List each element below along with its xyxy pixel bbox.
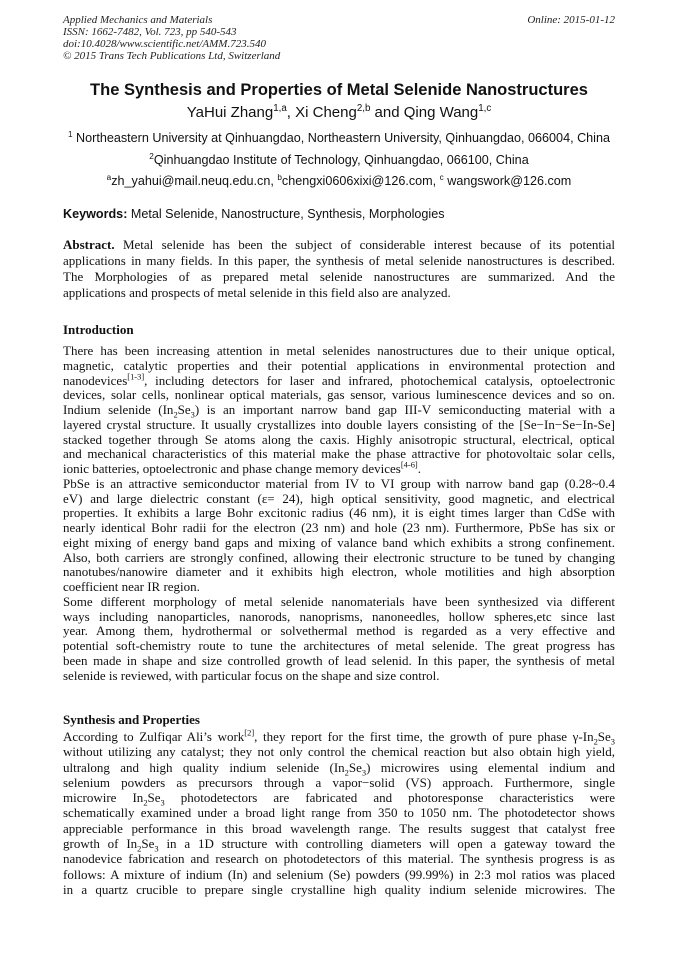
text-line: magnetic, catalytic properties and their potential applications in environmental protection and bbox=[63, 357, 615, 373]
text-line: without utilizing any catalyst; they not only control the chemical reaction but also obtain high yield, bbox=[63, 744, 615, 760]
text-line: selenium powders as precursors through a vapor−solid (VS) approach. Furthermore, single bbox=[63, 774, 615, 790]
keywords bbox=[63, 207, 445, 221]
text-line: nanotubes/nanowire diameter and it exhibits high electron, whole motilities and high absorption bbox=[63, 564, 615, 580]
text-line: Abstract. Metal selenide has been the subject of considerable interest because of its potential bbox=[63, 237, 615, 252]
text-line: in a quartz crucible to prepare single crystalline high quality indium selenide microwires. The bbox=[63, 881, 615, 897]
synthesis-body bbox=[63, 729, 615, 897]
introduction-heading: Introduction bbox=[63, 322, 134, 337]
text-line: Also, both carriers are strongly confined, allowing their electronic structure to be tuned by changing bbox=[63, 549, 615, 565]
issn-volume: ISSN: 1662-7482, Vol. 723, pp 540-543 bbox=[63, 26, 237, 38]
journal-header bbox=[63, 14, 280, 62]
synthesis-heading: Synthesis and Properties bbox=[63, 712, 200, 727]
keywords-label: Keywords: bbox=[63, 207, 128, 221]
text-line: year. Among them, hydrothermal or solvethermal method is regarded as a very effective and bbox=[63, 623, 615, 639]
text-line: There has been increasing attention in metal selenides nanostructures due to their unique optical, bbox=[63, 343, 615, 358]
text-line: potential soft-chemistry route to tune the architectures of metal selenide. The great progress has bbox=[63, 638, 615, 653]
author-emails: $^a$zh_yahui@mail.neuq.edu.cn, $^b$chengxi0606xixi@126.com, $^c$ wangswork@126.com bbox=[106, 172, 572, 188]
text-line: follows: A mixture of indium (In) and selenium (Se) powders (99.99%) in 2:3 mol ratios was placed bbox=[63, 866, 615, 882]
copyright: © 2015 Trans Tech Publications Ltd, Switzerland bbox=[63, 50, 281, 62]
text-line: properties. It exhibits a large Bohr excitonic radius (46 nm), it is eight times larger than CdSe with bbox=[63, 505, 615, 521]
journal-name: Applied Mechanics and Materials bbox=[63, 14, 213, 26]
doi-link[interactable]: doi:10.4028/www.scientific.net/AMM.723.540 bbox=[63, 38, 266, 50]
text-line: nanodevices[1-3], including detectors for laser and infrared, photochemical catalysis, optoelectronic bbox=[63, 371, 615, 388]
text-line: ultralong and high quality indium selenide $(In_2Se_3)$ microwires using elemental indium and bbox=[63, 759, 615, 778]
text-line: schematically examined under a broad light range from 350 to 1050 nm. The photodetector shows bbox=[63, 805, 615, 821]
paper-title: The Synthesis and Properties of Metal Selenide Nanostructures bbox=[90, 81, 588, 99]
text-line: stacked together through Se atoms along the caxis. Highly anisotropic structural, electrical, optical bbox=[63, 431, 615, 447]
text-line: nearly identical Bohr radii for the electron (23 nm) and hole (23 nm). Furthermore, PbSe has six or bbox=[63, 520, 615, 535]
text-line: nanodevice fabrication and research on photodetectors of this material. The synthesis progress is as bbox=[63, 851, 615, 867]
text-line: selenide is reviewed, with particular focus on the shape and size control. bbox=[63, 667, 440, 683]
text-line: microwire $In_2Se_3$ photodetectors are fabricated and photoresponse characteristics were bbox=[63, 790, 615, 808]
text-line: Indium selenide $(In_2Se_3)$ is an important narrow band gap III-V semiconducting material with a bbox=[63, 402, 615, 420]
text-line: Some different morphology of metal selenide nanomaterials have been synthesized via different bbox=[63, 593, 615, 609]
text-line: applications and prospects of metal selenide in this field also are analyzed. bbox=[63, 285, 451, 300]
affiliation-2: $^2$Qinhuangdao Institute of Technology, Qinhuangdao, 066100, China bbox=[149, 151, 529, 167]
online-date: Online: 2015-01-12 bbox=[527, 14, 615, 26]
text-line: layered crystal structure. It usually crystallizes into double layers consisting of the [Se−In−Se−In-Se] bbox=[63, 416, 615, 432]
text-line: ways including nanoparticles, nanorods, nanoprisms, nanoneedles, hollow spheres,etc since last bbox=[63, 608, 615, 624]
text-line: growth of $In_2Se_3$ in a 1D structure with controlling diameters will open a gateway toward the bbox=[63, 836, 615, 854]
text-line: eight mixing of energy band gaps and mixing of valance band which exhibits a strong confinement. bbox=[63, 534, 615, 550]
text-line: According to Zulfiqar Ali’s work[2], they report for the first time, the growth of pure phase $\gamma-In_2Se_3$ bbox=[63, 727, 616, 747]
text-line: PbSe is an attractive semiconductor material from IV to VI group with narrow band gap (0.28~0.4 bbox=[63, 475, 615, 491]
text-line: been made in shape and size controlled growth of lead selenid. In this paper, the synthesis of metal bbox=[63, 652, 615, 668]
text-line: eV) and large dielectric constant (ε= 24), high optical sensitivity, good magnetic, and electrical bbox=[63, 490, 615, 506]
abstract bbox=[63, 237, 615, 301]
text-line: ionic batteries, optoelectronic and phase change memory devices[4-6]. bbox=[63, 459, 421, 476]
text-line: coefficient near IR region. bbox=[63, 579, 200, 594]
affiliation-1: $^1$ Northeastern University at Qinhuangdao, Northeastern University, Qinhuangdao, 066004, China bbox=[68, 129, 610, 145]
text-line: and mechanical characteristics of this material make the phase attractive for photovoltaic solar cells, bbox=[63, 446, 615, 462]
text-line: devices, solar cells, nonlinear optical materials, gas sensor, various luminescence devices and so on. bbox=[63, 387, 615, 403]
keywords-text: Metal Selenide, Nanostructure, Synthesis, Morphologies bbox=[127, 207, 445, 221]
authors: YaHui Zhang$^{1,a}$, Xi Cheng$^{2,b}$ and Qing Wang$^{1,c}$ bbox=[186, 103, 492, 121]
text-line: The Morphologies of as prepared metal selenide nanostructures are summarized. And the bbox=[63, 269, 615, 284]
text-line: appreciable performance in this broad wavelength range. The results suggest that catalyst free bbox=[63, 820, 615, 836]
introduction-body bbox=[63, 344, 615, 683]
text-line: applications in many fields. In this paper, the synthesis of metal selenide nanostructures is described. bbox=[63, 253, 615, 268]
